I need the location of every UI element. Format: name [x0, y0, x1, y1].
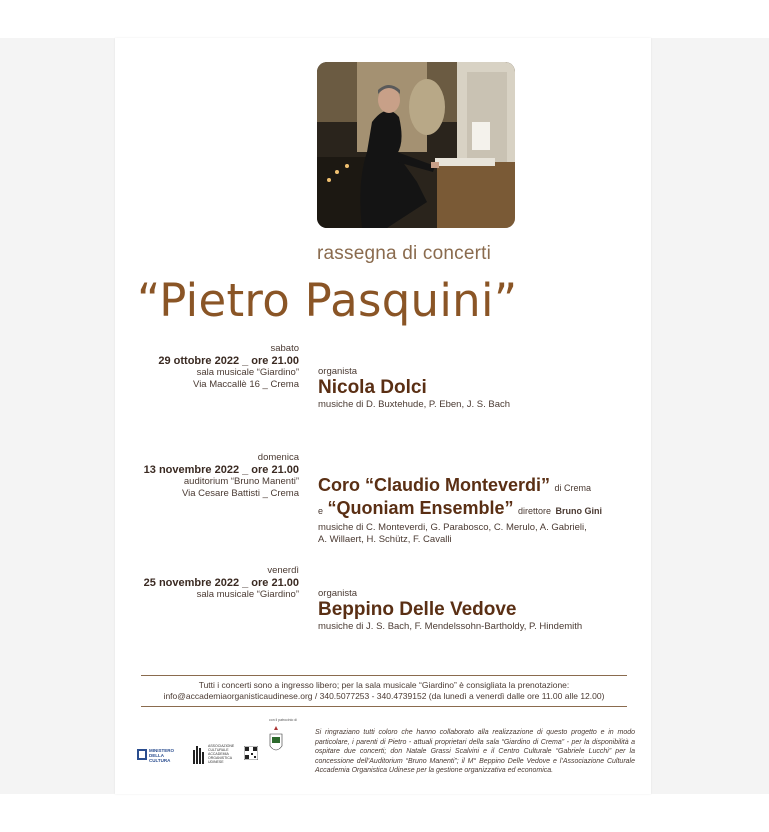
accademia-line-2: CULTURALE [208, 748, 229, 752]
event-1-when [158, 343, 299, 391]
event-2-day: domenica [257, 452, 299, 463]
accademia-line-1: ASSOCIAZIONE [208, 744, 235, 748]
event-2-venue: auditorium “Bruno Manenti” [183, 476, 299, 487]
comune-logo [269, 718, 297, 761]
event-2-performer2-line [318, 498, 602, 519]
top-band [0, 0, 769, 38]
event-2-what [318, 475, 602, 546]
subtitle: rassegna di concerti [317, 243, 492, 264]
thanks-note: Si ringraziano tutti coloro che hanno collaborato alla realizzazione di questo progetto e in modo particolare, i parenti di Pietro - attuali proprietari della sala “Giardino di Crema” - per la disponibilità a ospitare due concerti; don Natale Grassi Scalvini e il Centro Culturale “Gabriele Lucchi” per la concessione dell’Auditorium “Bruno Manenti”; il M° Beppino Delle Vedove e l’Associazione Culturale Accademia Organistica Udinese per la gestione organizzativa ed economica. [315, 729, 635, 774]
event-2-date: 13 novembre 2022 _ ore 21.00 [143, 464, 299, 476]
event-2-conj: e [318, 506, 324, 516]
organist-photo-illustration [317, 62, 515, 228]
side-mark [139, 66, 143, 82]
event-3-date: 25 novembre 2022 _ ore 21.00 [143, 577, 299, 589]
comune-caption: con il patrocinio di [269, 718, 298, 722]
accademia-logo [192, 744, 235, 769]
event-2-director: Bruno Gini [555, 506, 602, 516]
info-rule-bottom [141, 706, 627, 707]
info-line-2: info@accademiaorganisticaudinese.org / 340.5077253 - 340.4739152 (da lunedì a venerdì dalle ore 11.00 alle 12.00) [163, 691, 605, 701]
title-text: Pietro Pasquini [159, 274, 494, 327]
event-2-performer2: “Quoniam Ensemble” [327, 498, 514, 518]
organ-pipes-icon [192, 744, 206, 764]
sponsor-logos [137, 718, 317, 778]
info-rule-top [141, 675, 627, 676]
event-1-address: Via Maccallè 16 _ Crema [193, 379, 299, 390]
title-close-quote: ” [493, 274, 518, 327]
ministero-line-2: DELLA [149, 753, 164, 758]
event-2-when [144, 452, 299, 500]
info-text [141, 680, 627, 702]
event-1-venue: sala musicale “Giardino” [196, 367, 299, 378]
accademia-line-5: UDINESE [208, 760, 224, 764]
event-3-day: venerdì [267, 565, 299, 576]
event-3-what [318, 588, 582, 633]
event-2-performer1-note: di Crema [554, 483, 591, 493]
accademia-line-4: ORGANISTICA [208, 756, 233, 760]
event-2-performer2-note: direttore [517, 506, 551, 516]
ministero-line-1: MINISTERO [149, 748, 175, 753]
event-1-program: musiche di D. Buxtehude, P. Eben, J. S. Bach [318, 399, 511, 410]
qr-code [244, 746, 258, 765]
event-2-performer1-line [318, 475, 602, 496]
accademia-line-3: ACCADEMIA [208, 752, 229, 756]
event-1-date: 29 ottobre 2022 _ ore 21.00 [158, 355, 299, 367]
comune-crest-icon [269, 726, 283, 756]
event-1-day: sabato [270, 343, 299, 354]
organist-photo [317, 62, 515, 228]
event-1-what [318, 366, 510, 411]
ministero-logo [137, 748, 177, 767]
event-3-venue: sala musicale “Giardino” [196, 589, 299, 600]
bottom-band [0, 794, 769, 832]
title-open-quote: “ [137, 274, 160, 327]
qr-code-icon [244, 746, 258, 760]
event-2-address: Via Cesare Battisti _ Crema [181, 488, 299, 499]
info-line-1: Tutti i concerti sono a ingresso libero; per la sala musicale “Giardino” è consigliata la prenotazione: [198, 680, 570, 690]
event-3-program: musiche di J. S. Bach, F. Mendelssohn-Bartholdy, P. Hindemith [318, 621, 583, 632]
ministero-line-3: CULTURA [149, 758, 171, 763]
event-2-program-2: A. Willaert, H. Schütz, F. Cavalli [318, 534, 452, 545]
title [137, 274, 637, 327]
event-3-role: organista [318, 588, 358, 599]
poster [115, 38, 651, 794]
event-1-performer: Nicola Dolci [318, 377, 427, 398]
event-1-role: organista [318, 366, 358, 377]
event-2-program-1: musiche di C. Monteverdi, G. Parabosco, C. Merulo, A. Gabrieli, [318, 522, 587, 533]
event-2-performer1: Coro “Claudio Monteverdi” [318, 475, 551, 495]
event-3-performer: Beppino Delle Vedove [318, 599, 517, 620]
event-3-when [144, 565, 299, 601]
